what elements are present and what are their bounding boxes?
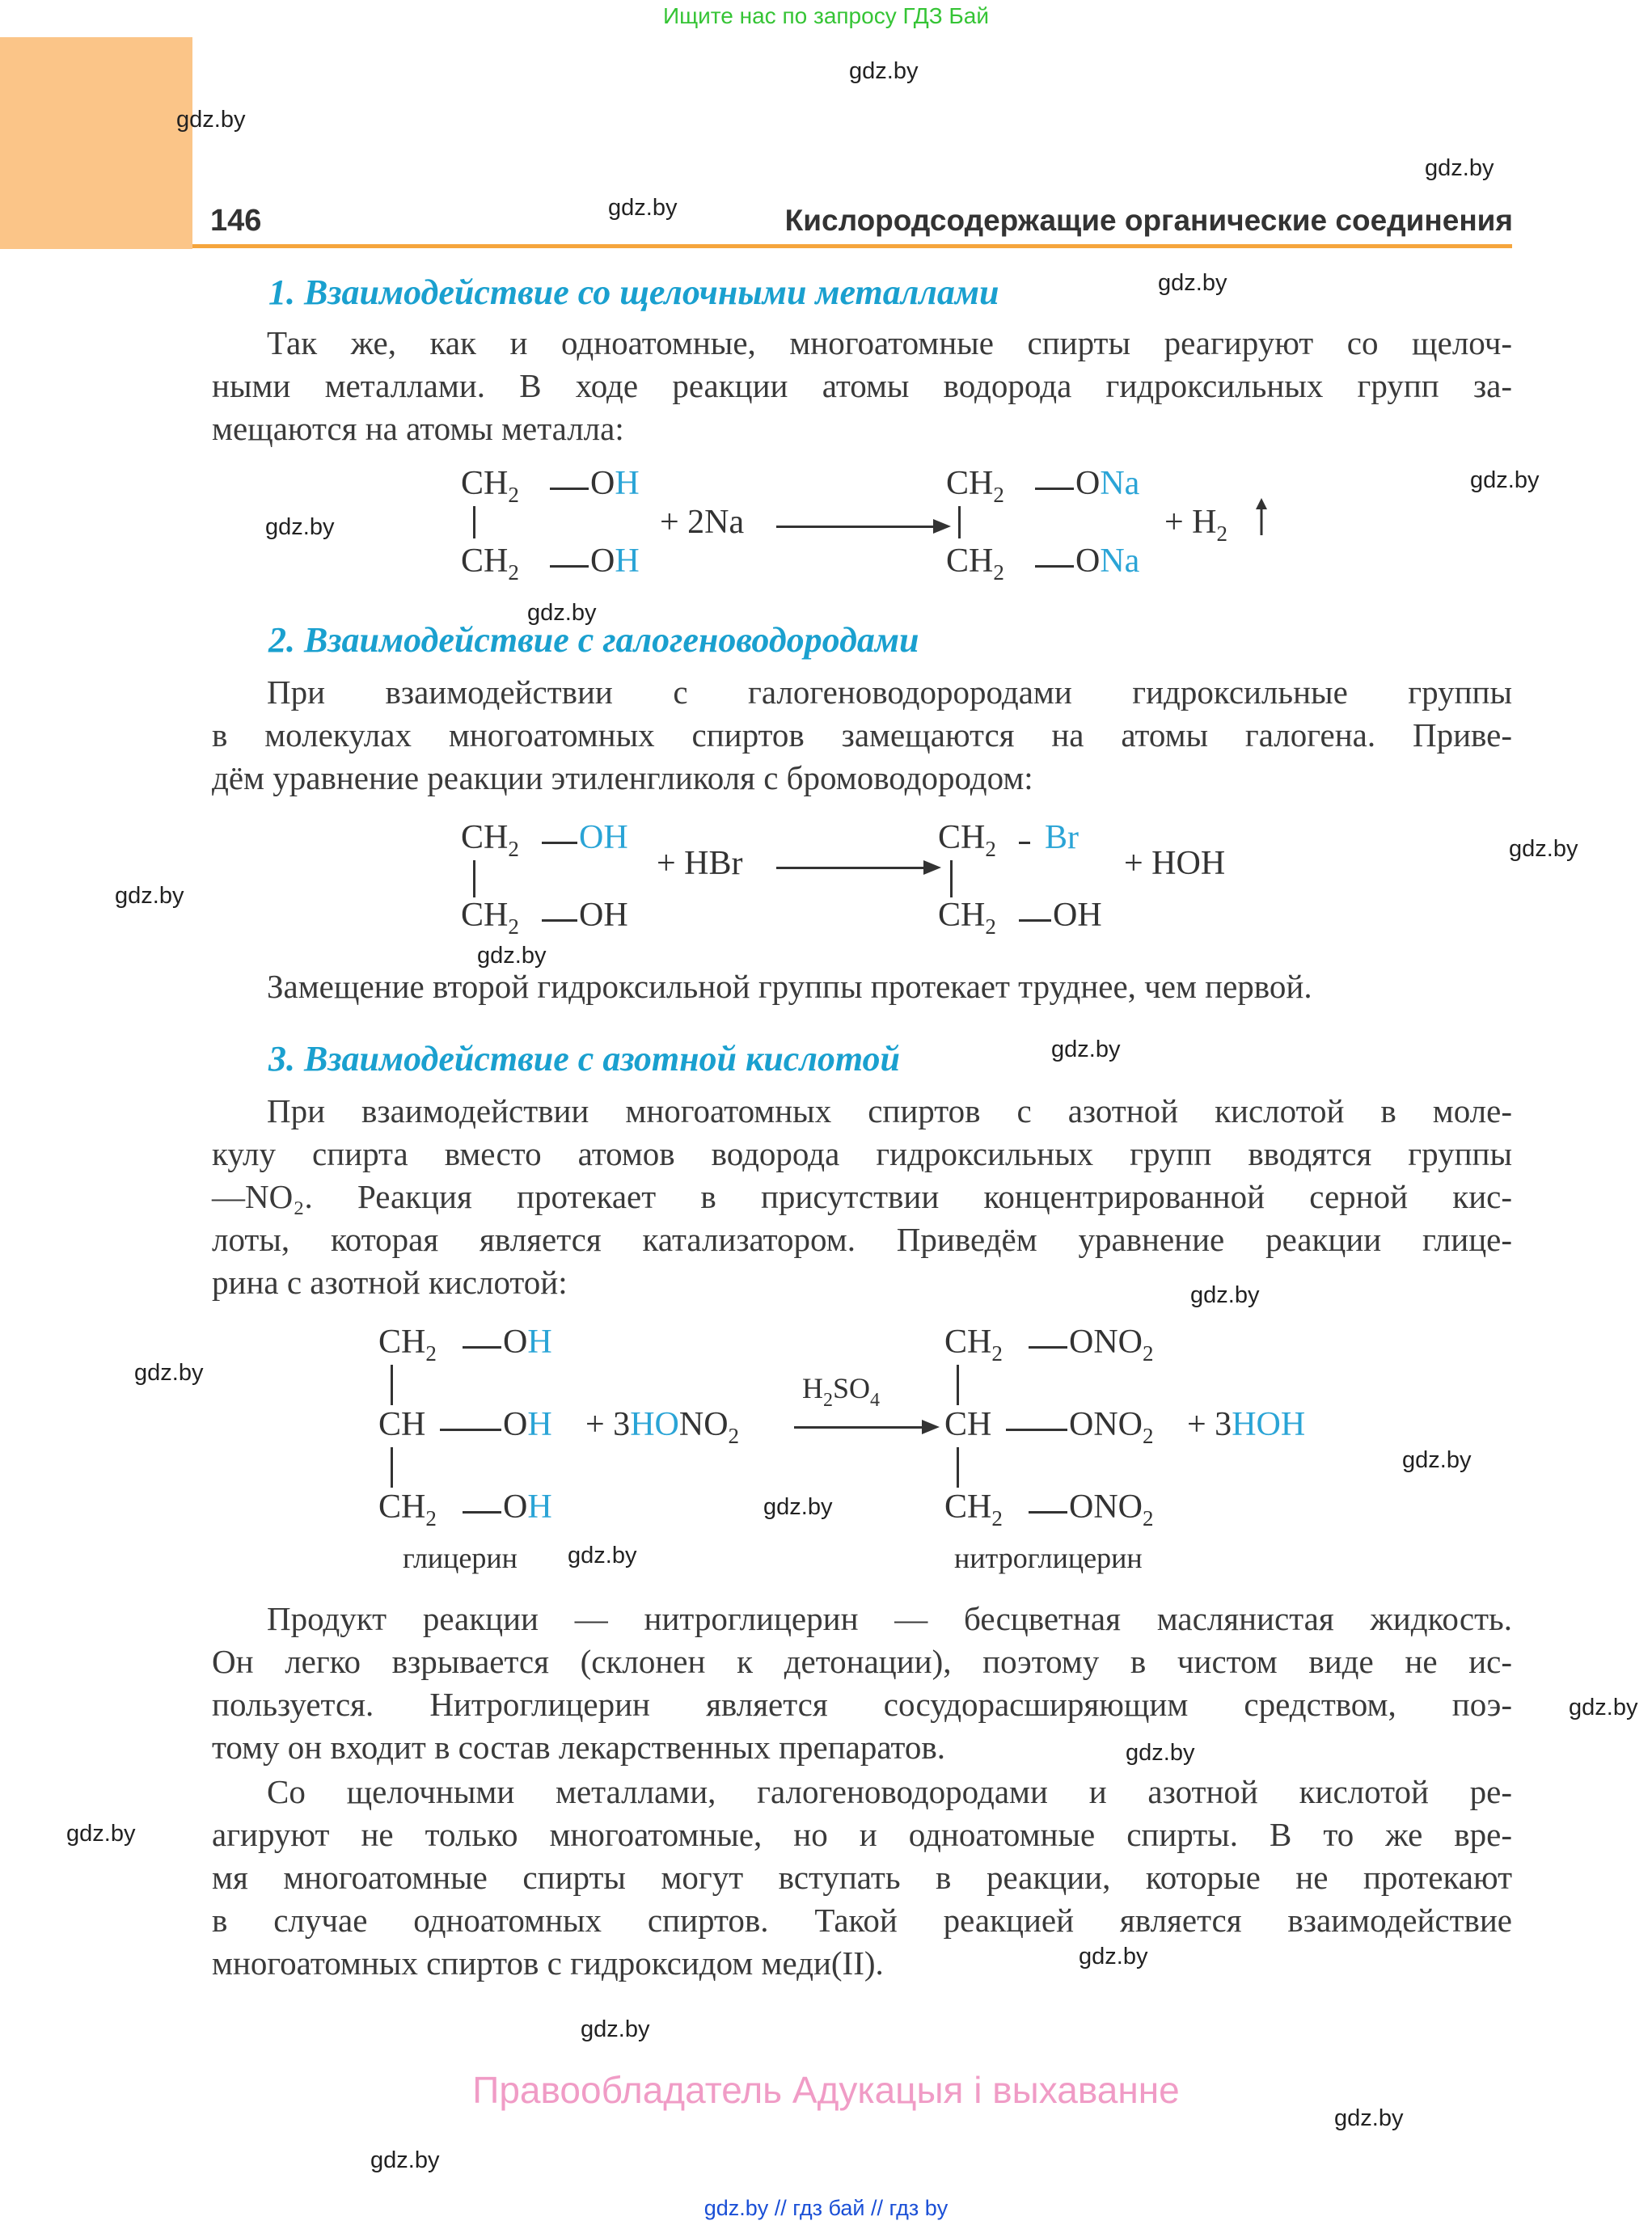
reaction-arrow xyxy=(776,867,927,869)
watermark: gdz.by xyxy=(1190,1282,1260,1308)
arrow-head-icon xyxy=(933,519,951,534)
watermark: gdz.by xyxy=(134,1360,204,1386)
paragraph-line: Замещение второй гидроксильной группы протекает труднее, чем первой. xyxy=(267,968,1312,1005)
bond-line xyxy=(550,565,589,568)
formula-ch: CH xyxy=(378,1406,426,1443)
header-rule xyxy=(192,244,1512,248)
bond-line xyxy=(440,1429,501,1431)
section-title-3: 3. Взаимодействие с азотной кислотой xyxy=(268,1039,901,1079)
paragraph-line: многоатомных спиртов с гидроксидом меди(II). xyxy=(212,1944,884,1982)
watermark: gdz.by xyxy=(763,1494,833,1520)
watermark: gdz.by xyxy=(1334,2105,1404,2131)
watermark: gdz.by xyxy=(527,600,597,626)
watermark: gdz.by xyxy=(1402,1447,1472,1473)
watermark: gdz.by xyxy=(1126,1740,1195,1766)
formula-oh: OH xyxy=(1053,897,1102,934)
watermark: gdz.by xyxy=(581,2016,650,2042)
paragraph-line: —NO₂. Реакция протекает в присутствии концентрированной серной кис- xyxy=(212,1178,1512,1215)
section-3-paragraph xyxy=(212,1090,1512,1304)
section-title-1: 1. Взаимодействие со щелочными металлами xyxy=(268,272,999,312)
reaction-arrow xyxy=(776,526,938,528)
bond-line xyxy=(463,1346,501,1349)
copyright-notice: Правообладатель Адукацыя і выхаванне xyxy=(472,2069,1180,2111)
paragraph-line: мещаются на атомы металла: xyxy=(212,410,624,447)
paragraph-line: пользуется. Нитроглицерин является сосудорасширяющим средством, поэ- xyxy=(212,1686,1512,1723)
formula-ch2: $CH_2$ xyxy=(944,1488,1003,1530)
formula-ch: CH xyxy=(944,1406,992,1443)
top-banner: Ищите нас по запросу ГДЗ Бай xyxy=(662,3,990,28)
formula-ch2-oh: $CH_2$ xyxy=(461,465,519,507)
paragraph-line: тому он входит в состав лекарственных препаратов. xyxy=(212,1729,945,1766)
bond-line xyxy=(1029,1511,1067,1514)
watermark: gdz.by xyxy=(176,107,246,133)
watermark: gdz.by xyxy=(849,58,919,84)
formula-ch2: $CH_2$ xyxy=(461,897,519,939)
formula-br: Br xyxy=(1045,819,1079,856)
formula-ch2-ona: $CH_2$ xyxy=(946,465,1004,507)
bond-line xyxy=(1019,842,1030,844)
formula-ch2: $CH_2$ xyxy=(944,1324,1003,1366)
paragraph-line: агируют не только многоатомные, но и одноатомные спирты. В то же вре- xyxy=(212,1816,1512,1853)
bond-line xyxy=(1006,1429,1067,1431)
formula-ono2: $ONO_2$ xyxy=(1069,1488,1154,1530)
bond-vertical xyxy=(391,1365,393,1405)
paragraph-line: Он легко взрывается (склонен к детонации), поэтому в чистом виде не ис- xyxy=(212,1643,1512,1680)
product-water: + 3HOH xyxy=(1187,1406,1306,1443)
reagent-hno3: + $3HONO_2$ xyxy=(585,1406,740,1448)
section-2-paragraph xyxy=(212,671,1512,800)
watermark: gdz.by xyxy=(1051,1037,1121,1062)
watermark: gdz.by xyxy=(1470,467,1540,493)
gas-release-arrow-icon xyxy=(1253,496,1270,537)
formula-oh: OH xyxy=(503,1324,552,1361)
bond-line xyxy=(1035,565,1074,568)
formula-ch2: $CH_2$ xyxy=(461,819,519,861)
formula-ch2: $CH_2$ xyxy=(378,1324,437,1366)
section-1-paragraph xyxy=(212,322,1512,450)
watermark: gdz.by xyxy=(1509,836,1578,862)
bond-vertical xyxy=(473,506,475,538)
watermark: gdz.by xyxy=(568,1543,637,1568)
paragraph-line: Так же, как и одноатомные, многоатомные спирты реагируют со щелоч- xyxy=(267,324,1512,361)
watermark: gdz.by xyxy=(265,514,335,540)
closing-paragraph-1 xyxy=(212,1598,1512,1769)
formula-oh: OH xyxy=(503,1406,552,1443)
formula-ono2: $ONO_2$ xyxy=(1069,1406,1154,1448)
formula-oh-blue: OH xyxy=(579,819,628,856)
bond-line xyxy=(542,842,577,844)
watermark: gdz.by xyxy=(370,2147,440,2173)
formula-oh: OH xyxy=(579,897,628,934)
paragraph-line: лоты, которая является катализатором. Приведём уравнение реакции глице- xyxy=(212,1221,1512,1258)
paragraph-line: мя многоатомные спирты могут вступать в реакции, которые не протекают xyxy=(212,1859,1512,1896)
formula-oh: OH xyxy=(503,1488,552,1526)
paragraph-line: Продукт реакции — нитроглицерин — бесцветная маслянистая жидкость. xyxy=(267,1600,1512,1637)
paragraph-line: дём уравнение реакции этиленгликоля с бромоводородом: xyxy=(212,759,1033,796)
caption-nitroglycerin: нитроглицерин xyxy=(954,1542,1143,1574)
bond-line xyxy=(1029,1346,1067,1349)
paragraph-line: в молекулах многоатомных спиртов замещаются на атомы галогена. Приве- xyxy=(212,716,1512,754)
formula-ona: ONa xyxy=(1075,543,1140,580)
watermark: gdz.by xyxy=(1079,1944,1148,1970)
bond-line xyxy=(1019,919,1051,922)
bottom-links[interactable]: gdz.by // гдз бай // гдз by xyxy=(703,2196,949,2220)
bond-vertical xyxy=(957,1365,959,1405)
page-number: 146 xyxy=(210,204,262,238)
paragraph-line: При взаимодействии многоатомных спиртов с азотной кислотой в моле- xyxy=(267,1092,1512,1129)
paragraph-line: Со щелочными металлами, галогеноводородами и азотной кислотой ре- xyxy=(267,1773,1512,1810)
caption-glycerin: глицерин xyxy=(403,1542,518,1574)
bond-vertical xyxy=(958,506,961,538)
formula-ch2: $CH_2$ xyxy=(938,819,996,861)
reagent-hbr: + HBr xyxy=(657,845,743,882)
bond-vertical xyxy=(950,860,953,897)
section-2-note xyxy=(212,965,1512,1008)
bond-vertical xyxy=(957,1447,959,1488)
watermark: gdz.by xyxy=(608,195,678,221)
section-title-2: 2. Взаимодействие с галогеноводородами xyxy=(268,620,919,660)
paragraph-line: рина с азотной кислотой: xyxy=(212,1264,568,1301)
formula-ch2-ona: $CH_2$ xyxy=(946,543,1004,585)
product-h2: + $H_2$ xyxy=(1164,504,1228,546)
watermark: gdz.by xyxy=(115,883,184,909)
bond-vertical xyxy=(473,860,475,897)
catalyst-h2so4: $H_2SO_4$ xyxy=(802,1372,881,1411)
formula-oh: OH xyxy=(590,465,640,502)
watermark: gdz.by xyxy=(66,1821,136,1847)
watermark: gdz.by xyxy=(1569,1695,1638,1720)
reaction-3-equation xyxy=(378,1323,1333,1574)
bond-vertical xyxy=(391,1447,393,1488)
formula-ono2: $ONO_2$ xyxy=(1069,1324,1154,1366)
reaction-1-equation xyxy=(461,464,1286,593)
closing-paragraph-2 xyxy=(212,1771,1512,1985)
paragraph-line: При взаимодействии с галогеноводорородами гидроксильные группы xyxy=(267,673,1512,711)
product-hoh: + HOH xyxy=(1124,845,1226,882)
paragraph-line: в случае одноатомных спиртов. Такой реакцией является взаимодействие xyxy=(212,1902,1512,1939)
reaction-2-equation xyxy=(461,818,1270,948)
watermark: gdz.by xyxy=(1425,155,1494,181)
bond-line xyxy=(463,1511,501,1514)
formula-ch2-oh: $CH_2$ xyxy=(461,543,519,585)
formula-oh: OH xyxy=(590,543,640,580)
arrow-head-icon xyxy=(923,860,941,875)
formula-ona: ONa xyxy=(1075,465,1140,502)
bond-line xyxy=(542,919,577,922)
reaction-arrow xyxy=(794,1426,925,1429)
paragraph-line: кулу спирта вместо атомов водорода гидроксильных групп вводятся группы xyxy=(212,1135,1512,1172)
reagent-2na: + 2Na xyxy=(660,504,745,541)
formula-ch2: $CH_2$ xyxy=(938,897,996,939)
arrow-head-icon xyxy=(922,1420,940,1434)
formula-ch2: $CH_2$ xyxy=(378,1488,437,1530)
watermark: gdz.by xyxy=(1158,270,1227,296)
bond-line xyxy=(1035,488,1074,490)
watermark: gdz.by xyxy=(477,943,547,969)
page-corner-decoration xyxy=(0,37,192,249)
chapter-title: Кислородсодержащие органические соединения xyxy=(784,204,1513,237)
bond-line xyxy=(550,488,589,490)
paragraph-line: ными металлами. В ходе реакции атомы водорода гидроксильных групп за- xyxy=(212,367,1512,404)
